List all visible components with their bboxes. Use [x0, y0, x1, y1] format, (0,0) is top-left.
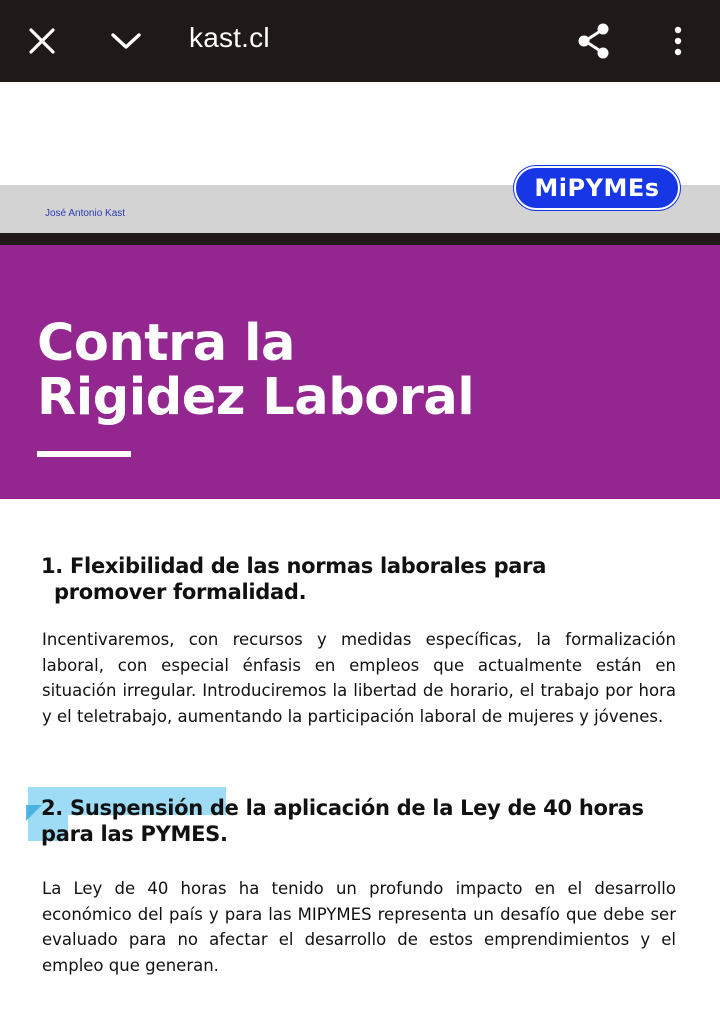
- close-button[interactable]: [14, 0, 70, 82]
- section-2-heading: [41, 795, 681, 847]
- mipymes-logo: MiPYMEs: [514, 166, 680, 210]
- section-1-heading-line-2: promover formalidad.: [54, 580, 307, 604]
- page-title-line-1: Contra la: [37, 314, 295, 373]
- browser-top-bar: [0, 0, 720, 82]
- section-2-body: La Ley de 40 horas ha tenido un profundo impacto en el desarrollo económico del país y para las MIPYMES representa un desafío que debe ser evaluado para no afectar el desarrollo de estos emprendimientos y el empleo que generan.: [42, 879, 676, 975]
- title-underline: [37, 451, 131, 457]
- more-vert-icon: [673, 26, 683, 56]
- close-icon: [28, 27, 56, 55]
- minimize-button[interactable]: [98, 0, 154, 82]
- section-2-heading-line-1: 2. Suspensión de la aplicación de la Ley de 40 horas: [41, 796, 644, 820]
- chevron-down-icon: [110, 31, 142, 51]
- title-banner: [0, 245, 720, 499]
- selection-handle[interactable]: [26, 805, 42, 821]
- more-options-button[interactable]: [650, 0, 706, 82]
- document-page: [0, 82, 720, 1026]
- header-divider: [0, 233, 720, 245]
- section-1-heading-line-1: 1. Flexibilidad de las normas laborales para: [41, 554, 547, 578]
- page-title-line-2: Rigidez Laboral: [37, 368, 475, 427]
- section-2-heading-line-2: para las PYMES.: [41, 822, 228, 846]
- page-title: [37, 314, 677, 427]
- author-name: José Antonio Kast: [45, 208, 126, 219]
- section-1-heading: [41, 553, 681, 605]
- url-text[interactable]: kast.cl: [189, 22, 270, 53]
- section-1-body: Incentivaremos, con recursos y medidas específicas, la formalización laboral, con especial énfasis en empleos que actualmente están en situación irregular. Introduciremos la libertad de horario, el trabajo por hora y el teletrabajo, aumentando la participación laboral de mujeres y jóvenes.: [42, 630, 676, 726]
- share-icon: [577, 23, 611, 59]
- share-button[interactable]: [566, 0, 622, 82]
